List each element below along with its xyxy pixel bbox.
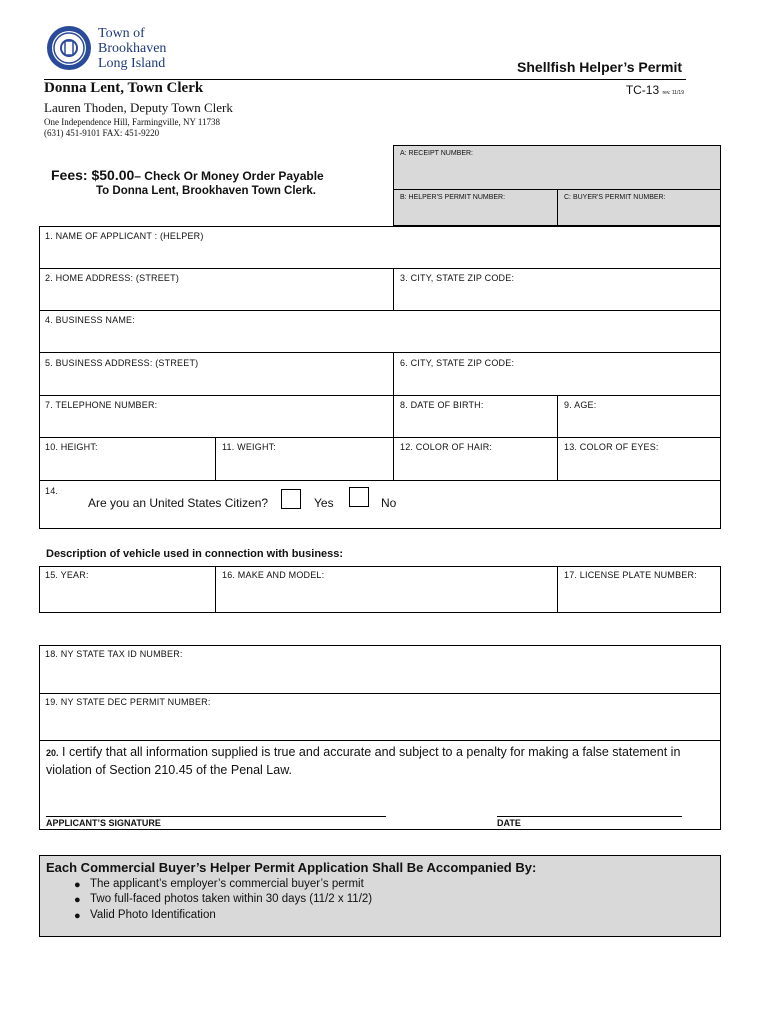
- requirements-title: Each Commercial Buyer’s Helper Permit Application Shall Be Accompanied By:: [46, 860, 537, 875]
- signature-label: APPLICANT’S SIGNATURE: [46, 818, 161, 828]
- bullet-icon: ●: [74, 879, 81, 891]
- clerk-name: Donna Lent, Town Clerk: [44, 80, 204, 96]
- row-divider: [39, 310, 721, 311]
- signature-line[interactable]: [46, 816, 386, 817]
- row-divider: [39, 268, 721, 269]
- row-divider: [39, 693, 721, 694]
- bullet-icon: ●: [74, 894, 81, 906]
- col-divider: [557, 566, 558, 613]
- col-divider: [215, 566, 216, 613]
- business-city-state-zip-field[interactable]: 6. CITY, STATE ZIP CODE:: [400, 358, 515, 368]
- date-label: DATE: [497, 818, 521, 828]
- row-divider: [39, 437, 721, 438]
- col-divider: [393, 352, 394, 395]
- business-name-field[interactable]: 4. BUSINESS NAME:: [45, 315, 135, 325]
- row-divider: [39, 740, 721, 741]
- date-line[interactable]: [497, 816, 682, 817]
- fees-line: Fees: $50.00– Check Or Money Order Payable: [51, 167, 324, 183]
- col-divider: [393, 268, 394, 310]
- deputy-name: Lauren Thoden, Deputy Town Clerk: [44, 100, 233, 115]
- citizen-field-number: 14.: [45, 486, 59, 496]
- citizen-yes-checkbox[interactable]: [281, 489, 301, 509]
- tax-id-field[interactable]: 18. NY STATE TAX ID NUMBER:: [45, 649, 183, 659]
- receipt-number-label: A: RECEIPT NUMBER:: [400, 150, 473, 157]
- col-divider: [557, 395, 558, 480]
- requirement-item: The applicant’s employer’s commercial buyer’s permit: [90, 878, 364, 890]
- requirement-item: Valid Photo Identification: [90, 909, 216, 921]
- helper-permit-number-label: B: HELPER'S PERMIT NUMBER:: [400, 194, 506, 201]
- requirement-item: Two full-faced photos taken within 30 days (11/2 x 11/2): [90, 893, 373, 905]
- hair-color-field[interactable]: 12. COLOR OF HAIR:: [400, 442, 493, 452]
- business-address-field[interactable]: 5. BUSINESS ADDRESS: (STREET): [45, 358, 199, 368]
- buyer-permit-number-label: C: BUYER'S PERMIT NUMBER:: [564, 194, 666, 201]
- dec-permit-field[interactable]: 19. NY STATE DEC PERMIT NUMBER:: [45, 697, 211, 707]
- vehicle-year-field[interactable]: 15. YEAR:: [45, 570, 89, 580]
- form-number: TC-13 rev. 11/19: [625, 83, 684, 97]
- town-seal-logo: [46, 25, 92, 71]
- citizen-no-label: No: [381, 496, 397, 510]
- office-address: One Independence Hill, Farmingville, NY 11738 (631) 451-9101 FAX: 451-9220: [44, 117, 221, 138]
- age-field[interactable]: 9. AGE:: [564, 400, 597, 410]
- eye-color-field[interactable]: 13. COLOR OF EYES:: [564, 442, 659, 452]
- license-plate-field[interactable]: 17. LICENSE PLATE NUMBER:: [564, 570, 697, 580]
- citizen-yes-label: Yes: [314, 496, 334, 510]
- col-divider: [215, 437, 216, 480]
- weight-field[interactable]: 11. WEIGHT:: [222, 442, 277, 452]
- home-city-state-zip-field[interactable]: 3. CITY, STATE ZIP CODE:: [400, 273, 515, 283]
- bullet-icon: ●: [74, 910, 81, 922]
- office-use-divider-v: [557, 189, 558, 226]
- row-divider: [39, 395, 721, 396]
- citizen-question: Are you an United States Citizen?: [88, 496, 269, 510]
- vehicle-section-title: Description of vehicle used in connection with business:: [46, 548, 344, 560]
- vehicle-make-model-field[interactable]: 16. MAKE AND MODEL:: [222, 570, 325, 580]
- telephone-field[interactable]: 7. TELEPHONE NUMBER:: [45, 400, 158, 410]
- home-address-field[interactable]: 2. HOME ADDRESS: (STREET): [45, 273, 180, 283]
- col-divider: [393, 395, 394, 480]
- applicant-form: [39, 226, 721, 529]
- fees-payable-line: To Donna Lent, Brookhaven Town Clerk.: [96, 185, 317, 197]
- height-field[interactable]: 10. HEIGHT:: [45, 442, 98, 452]
- certification-form: [39, 645, 721, 830]
- row-divider: [39, 480, 721, 481]
- date-of-birth-field[interactable]: 8. DATE OF BIRTH:: [400, 400, 484, 410]
- row-divider: [39, 352, 721, 353]
- form-title: Shellfish Helper’s Permit: [517, 59, 682, 75]
- applicant-name-field[interactable]: 1. NAME OF APPLICANT : (HELPER): [45, 231, 204, 241]
- certification-text: 20. I certify that all information supplied is true and accurate and subject to a penalty for making a false statement in violation of Section 210.45 of the Penal Law.: [46, 745, 681, 777]
- town-name: Town of Brookhaven Long Island: [98, 26, 167, 71]
- citizen-no-checkbox[interactable]: [349, 487, 369, 507]
